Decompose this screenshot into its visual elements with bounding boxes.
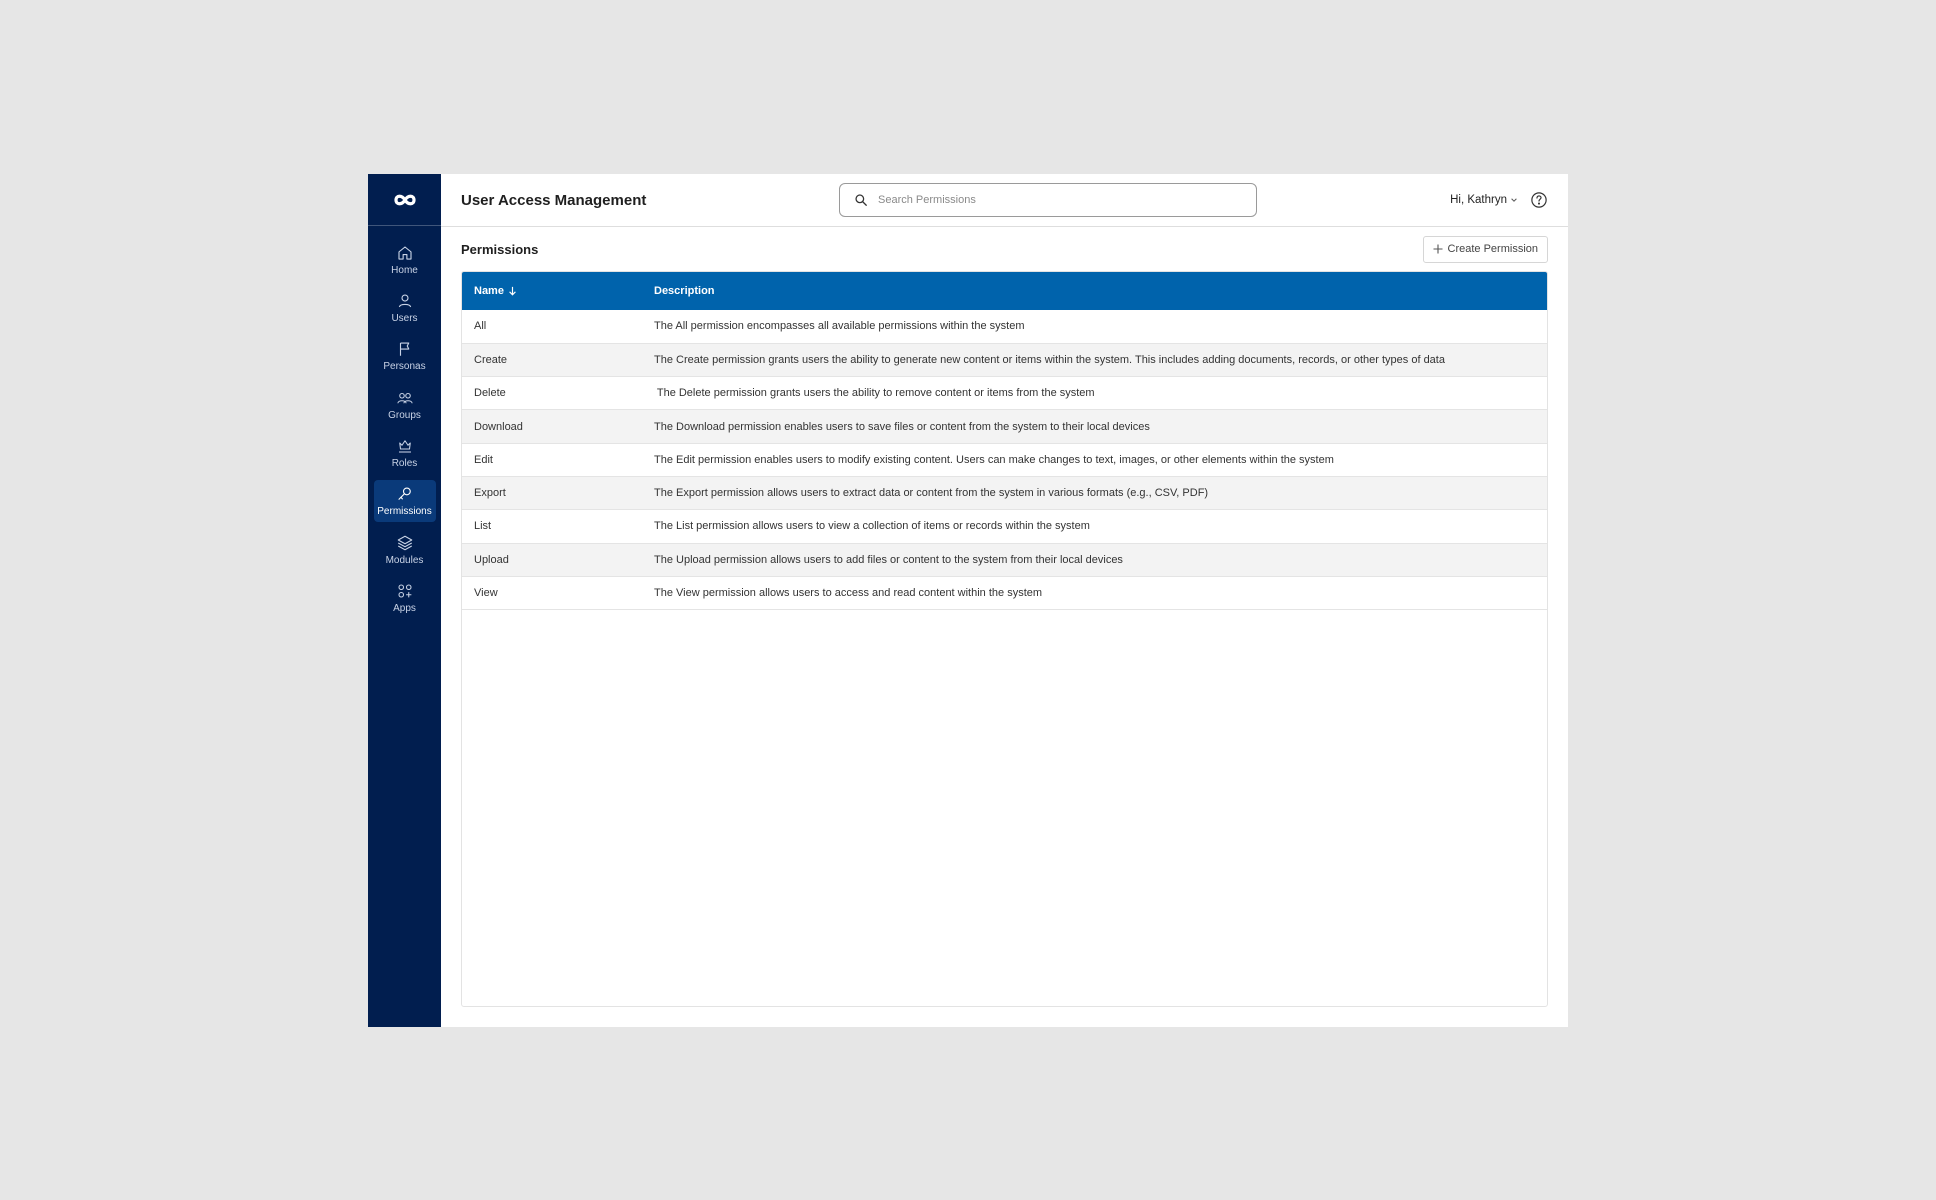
permission-name: All bbox=[474, 320, 487, 333]
permission-name: Delete bbox=[474, 387, 506, 400]
sidebar-item-roles[interactable] bbox=[374, 432, 436, 474]
table-body bbox=[462, 310, 1547, 610]
column-header-name[interactable] bbox=[462, 272, 642, 310]
permission-name: Export bbox=[474, 487, 506, 500]
permission-name: List bbox=[474, 520, 492, 533]
roles-icon bbox=[396, 437, 414, 455]
user-area bbox=[1450, 174, 1548, 226]
permission-name: Upload bbox=[474, 553, 509, 566]
column-header-name-label: Name bbox=[474, 285, 504, 297]
table-row[interactable] bbox=[462, 543, 1547, 576]
sidebar-item-users[interactable] bbox=[374, 286, 436, 328]
sort-arrow-down-icon bbox=[508, 286, 517, 296]
section-header bbox=[461, 227, 1548, 271]
sidebar-item-personas[interactable] bbox=[374, 335, 436, 377]
create-permission-label: Create Permission bbox=[1447, 243, 1538, 255]
table-row[interactable] bbox=[462, 410, 1547, 443]
table-header-row bbox=[462, 272, 1547, 310]
sidebar-item-modules[interactable] bbox=[374, 528, 436, 570]
logo-icon bbox=[393, 193, 417, 207]
plus-icon bbox=[1433, 244, 1443, 254]
user-menu[interactable] bbox=[1450, 194, 1518, 206]
home-icon bbox=[396, 244, 414, 262]
sidebar-item-label: Users bbox=[391, 312, 418, 324]
table-row[interactable] bbox=[462, 377, 1547, 410]
sidebar-item-label: Groups bbox=[388, 409, 421, 421]
search-box[interactable] bbox=[839, 183, 1257, 217]
permission-name: Create bbox=[474, 353, 508, 366]
permission-description: The Export permission allows users to extract data or content from the system in various formats (e.g., CSV, PDF) bbox=[654, 487, 1209, 500]
permission-name: Edit bbox=[474, 453, 493, 466]
sidebar-item-apps[interactable] bbox=[374, 577, 436, 619]
permission-description: The View permission allows users to access and read content within the system bbox=[654, 587, 1043, 600]
table-row[interactable] bbox=[462, 443, 1547, 476]
user-greeting: Hi, Kathryn bbox=[1450, 194, 1507, 206]
key-icon bbox=[396, 485, 414, 503]
search-icon bbox=[854, 193, 868, 207]
permission-description: The All permission encompasses all available permissions within the system bbox=[654, 320, 1025, 333]
app-title: User Access Management bbox=[461, 191, 647, 209]
permission-description: The Create permission grants users the ability to generate new content or items within the system. This includes adding documents, records, or other types of data bbox=[654, 353, 1445, 366]
permission-description: The Download permission enables users to save files or content from the system to their local devices bbox=[654, 420, 1150, 433]
flag-icon bbox=[396, 340, 414, 358]
top-bar bbox=[441, 174, 1568, 227]
permission-description: The Edit permission enables users to modify existing content. Users can make changes to text, images, or other elements within the system bbox=[654, 453, 1334, 466]
search-input[interactable] bbox=[876, 193, 1240, 207]
main-area bbox=[441, 174, 1568, 1027]
sidebar bbox=[368, 174, 441, 1027]
table-row[interactable] bbox=[462, 576, 1547, 609]
table-row[interactable] bbox=[462, 343, 1547, 376]
sidebar-item-groups[interactable] bbox=[374, 383, 436, 425]
table-row[interactable] bbox=[462, 510, 1547, 543]
sidebar-item-permissions[interactable] bbox=[374, 480, 436, 522]
sidebar-item-label: Apps bbox=[393, 603, 416, 615]
permission-description: The Upload permission allows users to add files or content to the system from their local devices bbox=[654, 553, 1123, 566]
help-icon[interactable] bbox=[1530, 191, 1548, 209]
table-row[interactable] bbox=[462, 476, 1547, 509]
permission-name: View bbox=[474, 587, 498, 600]
permission-name: Download bbox=[474, 420, 523, 433]
create-permission-button[interactable] bbox=[1423, 236, 1548, 263]
permissions-table bbox=[461, 271, 1548, 1007]
sidebar-item-label: Personas bbox=[383, 361, 426, 373]
page-title: Permissions bbox=[461, 241, 539, 257]
sidebar-item-label: Home bbox=[391, 264, 418, 276]
sidebar-item-label: Modules bbox=[385, 554, 424, 566]
sidebar-item-label: Permissions bbox=[377, 506, 432, 518]
groups-icon bbox=[396, 389, 414, 407]
user-icon bbox=[396, 292, 414, 310]
permission-description: The List permission allows users to view a collection of items or records within the system bbox=[654, 520, 1090, 533]
column-header-description: Description bbox=[654, 285, 715, 297]
sidebar-item-home[interactable] bbox=[374, 238, 436, 280]
app-window bbox=[368, 174, 1568, 1027]
table-row[interactable] bbox=[462, 310, 1547, 343]
layers-icon bbox=[396, 534, 414, 552]
logo[interactable] bbox=[368, 174, 441, 226]
chevron-down-icon bbox=[1510, 196, 1518, 204]
sidebar-item-label: Roles bbox=[391, 458, 418, 470]
permission-description: The Delete permission grants users the ability to remove content or items from the system bbox=[654, 387, 1095, 400]
permissions-section bbox=[441, 227, 1568, 1027]
apps-icon bbox=[396, 582, 414, 600]
